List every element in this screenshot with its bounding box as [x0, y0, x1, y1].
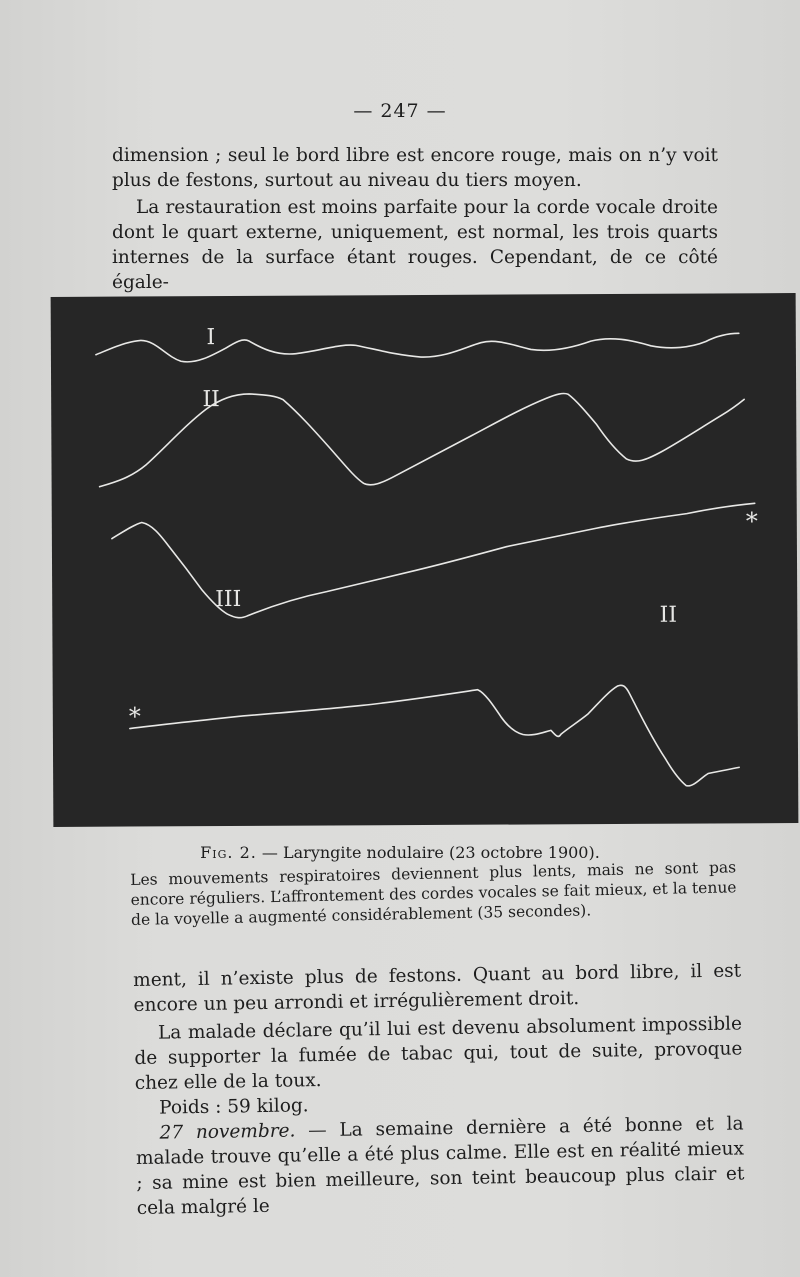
trace-I	[96, 333, 739, 362]
lower-text-block	[133, 958, 745, 1221]
trace-II	[99, 391, 744, 486]
figure-label: Fig. 2.	[200, 843, 257, 862]
trace-label-II: II	[202, 387, 220, 413]
paragraph-tabac: La malade déclare qu’il lui est devenu absolument impossible de supporter la fumée de tabac qui, tout de suite, provoque chez elle de la toux.	[134, 1013, 743, 1094]
paragraph-novembre	[135, 1111, 744, 1221]
tracing-svg	[51, 293, 799, 827]
paragraph-festons: ment, il n’existe plus de festons. Quant au bord libre, il est encore un peu arrondi et irrégulièrement droit.	[133, 960, 742, 1016]
trace-label-III: III	[215, 586, 242, 613]
page-number: — 247 —	[353, 100, 447, 122]
paragraph-dimension: dimension ; seul le bord libre est encore rouge, mais on n’y voit plus de festons, surtout au niveau du tiers moyen.	[112, 145, 718, 191]
paragraph-restauration: La restauration est moins parfaite pour la corde vocale droite dont le quart externe, uniquement, est normal, les trois quarts internes de la surface étant rouges. Cependant, de ce côté égale-	[112, 197, 718, 293]
figure-caption-body: Les mouvements respiratoires deviennent plus lents, mais ne sont pas encore réguliers. L’affrontement des cordes vocales se fait mieux, et la tenue de la voyelle a augmenté considérablement (35 secondes).	[130, 858, 737, 929]
trace-label-I: I	[206, 325, 216, 351]
marker-asterisk-left: *	[128, 702, 141, 731]
laryngograph-figure	[51, 293, 799, 827]
figure-title: — Laryngite nodulaire (23 octobre 1900).	[256, 843, 600, 862]
trace-II-lower	[130, 685, 740, 789]
trace-III	[112, 503, 756, 618]
date-novembre: 27 novembre.	[159, 1120, 296, 1144]
trace-label-II-lower: II	[659, 602, 678, 628]
novembre-text: — La semaine dernière a été bonne et la malade trouve qu’elle a été plus calme. Elle est en réalité mieux ; sa mine est bien meilleure, son teint beaucoup plus clair et cela malgré le	[135, 1113, 745, 1219]
paragraph-poids: Poids : 59 kilog.	[159, 1095, 309, 1119]
marker-asterisk-right: *	[745, 507, 758, 536]
